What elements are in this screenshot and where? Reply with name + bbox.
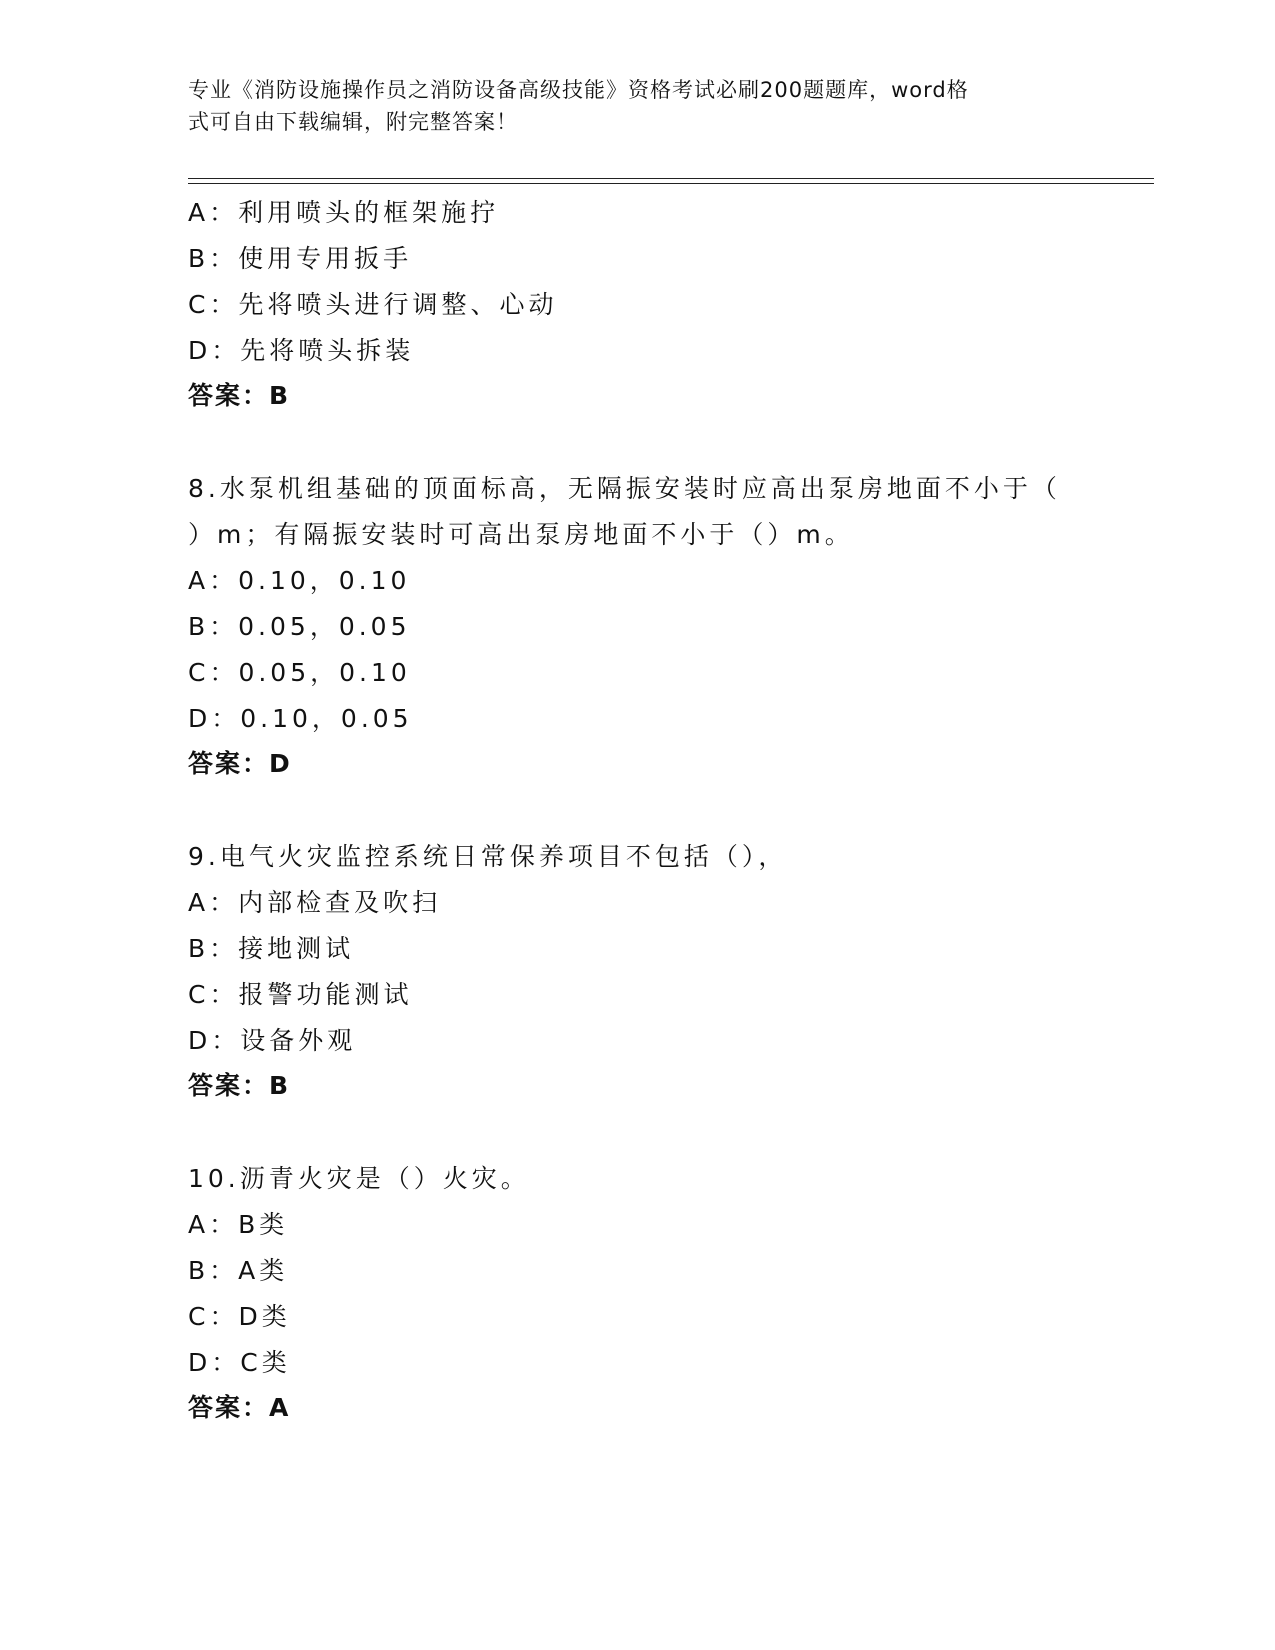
option-a: A：0.10，0.10 <box>188 566 411 595</box>
question-block <box>188 1156 1088 1430</box>
answer-label: 答案：B <box>188 381 291 410</box>
option-a: A：内部检查及吹扫 <box>188 888 442 917</box>
header-line-1: 专业《消防设施操作员之消防设备高级技能》资格考试必刷200题题库，word格 <box>188 78 969 102</box>
option-a: A：B类 <box>188 1210 289 1239</box>
question-block <box>188 466 1088 786</box>
question-stem: 8.水泵机组基础的顶面标高，无隔振安装时应高出泵房地面不小于（ <box>188 474 1061 503</box>
document-header <box>188 74 1088 138</box>
option-b: B：接地测试 <box>188 934 355 963</box>
option-c: C：D类 <box>188 1302 291 1331</box>
option-c: C：报警功能测试 <box>188 980 413 1009</box>
option-a: A：利用喷头的框架施拧 <box>188 198 500 227</box>
header-line-2: 式可自由下载编辑，附完整答案！ <box>188 110 518 134</box>
question-block <box>188 190 1088 418</box>
question-list <box>188 190 1088 1430</box>
question-stem: 9.电气火灾监控系统日常保养项目不包括（）， <box>188 842 788 871</box>
answer-label: 答案：A <box>188 1393 291 1422</box>
option-b: B：0.05，0.05 <box>188 612 411 641</box>
option-d: D：C类 <box>188 1348 291 1377</box>
header-divider-top <box>188 178 1154 179</box>
option-d: D：先将喷头拆装 <box>188 336 415 365</box>
answer-label: 答案：B <box>188 1071 291 1100</box>
question-stem-continued: ）m；有隔振安装时可高出泵房地面不小于（）m。 <box>188 520 854 549</box>
spacer <box>188 786 1088 834</box>
spacer <box>188 418 1088 466</box>
option-b: B：A类 <box>188 1256 289 1285</box>
question-stem: 10.沥青火灾是（）火灾。 <box>188 1164 530 1193</box>
option-c: C：0.05，0.10 <box>188 658 411 687</box>
option-d: D：0.10，0.05 <box>188 704 413 733</box>
option-c: C：先将喷头进行调整、心动 <box>188 290 558 319</box>
question-block <box>188 834 1088 1108</box>
spacer <box>188 1108 1088 1156</box>
header-divider-bottom <box>188 183 1154 184</box>
option-d: D：设备外观 <box>188 1026 357 1055</box>
answer-label: 答案：D <box>188 749 292 778</box>
option-b: B：使用专用扳手 <box>188 244 413 273</box>
